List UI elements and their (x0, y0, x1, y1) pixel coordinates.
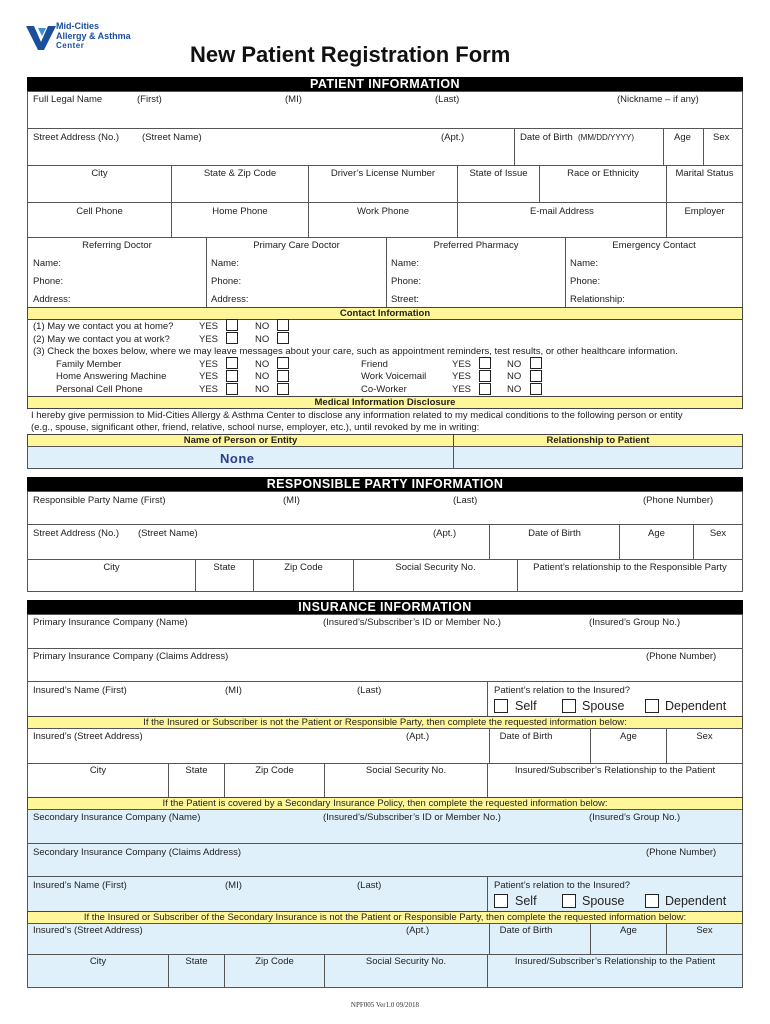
personal-cell-no: NO (255, 384, 270, 395)
label-resp-name: Responsible Party Name (First) (33, 495, 166, 506)
personal-cell-yes: YES (199, 384, 219, 395)
secondary-self-label: Self (515, 894, 537, 908)
label-apt: (Apt.) (441, 132, 465, 143)
logo-line-1: Mid-Cities (56, 21, 100, 31)
insurance-header: INSURANCE INFORMATION (27, 600, 743, 614)
label-primary-group: (Insured’s Group No.) (589, 617, 681, 628)
family-no: NO (255, 359, 270, 370)
label-primary-phone: (Phone Number) (646, 651, 717, 662)
label-secondary-id: (Insured’s/Subscriber’s ID or Member No.) (323, 812, 501, 823)
label-resp-city: City (103, 562, 120, 573)
work-no-label: NO (255, 334, 270, 345)
logo (24, 20, 144, 56)
q-home: (1) May we contact you at home? (33, 321, 174, 332)
label-mi: (MI) (285, 94, 302, 105)
label-primary-insured-dob: Date of Birth (499, 731, 553, 742)
disclosure-text-1: I hereby give permission to Mid-Cities Allergy & Asthma Center to disclose any information related to my medical conditions to the following person or entity (31, 410, 683, 421)
coworker-yes-checkbox[interactable] (479, 383, 491, 395)
label-secondary-claims: Secondary Insurance Company (Claims Address) (33, 847, 242, 858)
label-marital: Marital Status (675, 168, 734, 179)
label-home: Home Phone (212, 206, 268, 217)
logo-mark-icon (24, 20, 60, 52)
label-resp-relationship: Patient’s relationship to the Responsible Party (533, 562, 727, 573)
label-secondary-insured-street: Insured’s (Street Address) (33, 925, 143, 936)
label-primary-insured-sex: Sex (696, 731, 713, 742)
label-sex: Sex (713, 132, 730, 143)
label-family: Family Member (56, 359, 122, 370)
label-resp-age: Age (648, 528, 665, 539)
home-no-label: NO (255, 321, 270, 332)
pharm-name: Name: (391, 258, 419, 269)
answering-yes: YES (199, 371, 219, 382)
label-city: City (91, 168, 108, 179)
work-yes-checkbox[interactable] (226, 332, 238, 344)
label-secondary-insured-age: Age (620, 925, 637, 936)
label-friend: Friend (361, 359, 388, 370)
label-primary-insured-mi: (MI) (225, 685, 242, 696)
label-resp-dob: Date of Birth (528, 528, 581, 539)
label-secondary-insured-state: State (185, 956, 208, 967)
label-first: (First) (137, 94, 162, 105)
label-dob-format: (MM/DD/YYYY) (578, 133, 634, 142)
label-age: Age (674, 132, 691, 143)
emerg-name: Name: (570, 258, 598, 269)
label-cell: Cell Phone (76, 206, 123, 217)
label-employer: Employer (684, 206, 725, 217)
pcp-name: Name: (211, 258, 239, 269)
label-primary-insured-state: State (185, 765, 208, 776)
friend-no: NO (507, 359, 522, 370)
home-yes-label: YES (199, 321, 219, 332)
label-dob: Date of Birth (520, 132, 573, 143)
contact-info-header: Contact Information (27, 307, 743, 320)
secondary-spouse-checkbox[interactable] (562, 894, 576, 908)
label-secondary-insured-sex: Sex (696, 925, 713, 936)
friend-yes-checkbox[interactable] (479, 357, 491, 369)
disclosure-header: Medical Information Disclosure (27, 396, 743, 409)
label-primary-insured-last: (Last) (357, 685, 382, 696)
label-state-issue: State of Issue (469, 168, 528, 179)
label-primary-insured-city: City (89, 765, 107, 776)
label-secondary-insured-first: Insured’s Name (First) (33, 880, 127, 891)
emerg-phone: Phone: (570, 276, 601, 287)
secondary-insured-note: If the Insured or Subscriber of the Secondary Insurance is not the Patient or Responsible Party, then complete the requested information below: (27, 911, 743, 924)
disclosure-rel-col: Relationship to Patient (453, 434, 743, 447)
family-yes-checkbox[interactable] (226, 357, 238, 369)
label-primary-insured-street: Insured’s (Street Address) (33, 731, 143, 742)
label-pharmacy: Preferred Pharmacy (433, 240, 519, 251)
label-resp-street-name: (Street Name) (138, 528, 198, 539)
label-full-legal-name: Full Legal Name (33, 94, 103, 105)
voicemail-yes-checkbox[interactable] (479, 370, 491, 382)
label-secondary-insured-zip: Zip Code (255, 956, 294, 967)
label-resp-street-no: Street Address (No.) (33, 528, 120, 539)
label-primary-insured-rel: Insured/Subscriber’s Relationship to the Patient (514, 765, 716, 776)
home-yes-checkbox[interactable] (226, 319, 238, 331)
coworker-no-checkbox[interactable] (530, 383, 542, 395)
answering-no-checkbox[interactable] (277, 370, 289, 382)
label-primary-insured-apt: (Apt.) (406, 731, 430, 742)
q-messages: (3) Check the boxes below, where we may leave messages about your care, such as appointment reminders, test results, or other healthcare information. (33, 346, 678, 357)
ref-name: Name: (33, 258, 61, 269)
q-work: (2) May we contact you at work? (33, 334, 170, 345)
coworker-no: NO (507, 384, 522, 395)
label-secondary-insured-city: City (89, 956, 107, 967)
label-secondary-phone: (Phone Number) (646, 847, 717, 858)
label-secondary-relation: Patient’s relation to the Insured? (494, 880, 631, 891)
disclosure-text-2: (e.g., spouse, significant other, friend, relative, school nurse, employer, etc.), until revoked by me in writing: (31, 422, 480, 433)
label-secondary-insured-last: (Last) (357, 880, 382, 891)
friend-yes: YES (452, 359, 472, 370)
pcp-address: Address: (211, 294, 249, 305)
primary-spouse-checkbox[interactable] (562, 699, 576, 713)
work-yes-label: YES (199, 334, 219, 345)
label-work: Work Phone (356, 206, 410, 217)
label-work-voicemail: Work Voicemail (361, 371, 427, 382)
emerg-relationship: Relationship: (570, 294, 625, 305)
patient-info-header: PATIENT INFORMATION (27, 77, 743, 91)
label-email: E-mail Address (530, 206, 594, 217)
label-race: Race or Ethnicity (567, 168, 639, 179)
label-secondary-insured-ssn: Social Security No. (365, 956, 447, 967)
label-secondary-insured-rel: Insured/Subscriber’s Relationship to the Patient (514, 956, 716, 967)
label-secondary-ins-name: Secondary Insurance Company (Name) (33, 812, 201, 823)
label-personal-cell: Personal Cell Phone (56, 384, 143, 395)
ref-address: Address: (33, 294, 71, 305)
pharm-phone: Phone: (391, 276, 422, 287)
coworker-yes: YES (452, 384, 472, 395)
label-resp-sex: Sex (709, 528, 727, 539)
label-referring: Referring Doctor (82, 240, 152, 251)
primary-dependent-label: Dependent (665, 699, 727, 713)
label-street-name: (Street Name) (142, 132, 202, 143)
voicemail-no: NO (507, 371, 522, 382)
label-primary-doctor: Primary Care Doctor (253, 240, 340, 251)
label-secondary-insured-dob: Date of Birth (499, 925, 553, 936)
label-primary-relation: Patient’s relation to the Insured? (494, 685, 631, 696)
ref-phone: Phone: (33, 276, 64, 287)
label-resp-apt: (Apt.) (433, 528, 457, 539)
primary-dependent-checkbox[interactable] (645, 699, 659, 713)
label-primary-insured-zip: Zip Code (255, 765, 294, 776)
label-state-zip: State & Zip Code (203, 168, 277, 179)
logo-line-3: Center (56, 41, 85, 50)
secondary-spouse-label: Spouse (582, 894, 625, 908)
label-secondary-group: (Insured’s Group No.) (589, 812, 681, 823)
label-secondary-insured-mi: (MI) (225, 880, 242, 891)
label-answering: Home Answering Machine (56, 371, 167, 382)
footer-version: NPF005 Ver1.0 09/2018 (350, 1001, 420, 1009)
work-no-checkbox[interactable] (277, 332, 289, 344)
voicemail-no-checkbox[interactable] (530, 370, 542, 382)
personal-cell-yes-checkbox[interactable] (226, 383, 238, 395)
personal-cell-no-checkbox[interactable] (277, 383, 289, 395)
secondary-self-checkbox[interactable] (494, 894, 508, 908)
label-nickname: (Nickname – if any) (617, 94, 699, 105)
label-primary-insured-first: Insured’s Name (First) (33, 685, 127, 696)
primary-note: If the Insured or Subscriber is not the Patient or Responsible Party, then complete the requested information below: (27, 716, 743, 729)
label-resp-last: (Last) (453, 495, 478, 506)
answering-yes-checkbox[interactable] (226, 370, 238, 382)
label-resp-zip: Zip Code (284, 562, 323, 573)
primary-self-label: Self (515, 699, 537, 713)
family-yes: YES (199, 359, 219, 370)
label-primary-ins-name: Primary Insurance Company (Name) (33, 617, 188, 628)
secondary-note: If the Patient is covered by a Secondary Insurance Policy, then complete the requested information below: (27, 797, 743, 810)
label-emergency: Emergency Contact (612, 240, 696, 251)
secondary-dependent-checkbox[interactable] (645, 894, 659, 908)
label-resp-ssn: Social Security No. (395, 562, 476, 573)
label-resp-phone: (Phone Number) (643, 495, 714, 506)
responsible-header: RESPONSIBLE PARTY INFORMATION (27, 477, 743, 491)
friend-no-checkbox[interactable] (530, 357, 542, 369)
pcp-phone: Phone: (211, 276, 242, 287)
label-last: (Last) (435, 94, 460, 105)
primary-spouse-label: Spouse (582, 699, 625, 713)
voicemail-yes: YES (452, 371, 472, 382)
disclosure-name-col: Name of Person or Entity (27, 434, 454, 447)
label-drivers-license: Driver’s License Number (330, 168, 436, 179)
label-coworker: Co-Worker (361, 384, 407, 395)
primary-self-checkbox[interactable] (494, 699, 508, 713)
page-title: New Patient Registration Form (190, 42, 511, 67)
label-street-no: Street Address (No.) (33, 132, 120, 143)
label-secondary-insured-apt: (Apt.) (406, 925, 430, 936)
family-no-checkbox[interactable] (277, 357, 289, 369)
home-no-checkbox[interactable] (277, 319, 289, 331)
label-resp-mi: (MI) (283, 495, 300, 506)
logo-line-2: Allergy & Asthma (56, 31, 131, 41)
answering-no: NO (255, 371, 270, 382)
label-primary-insured-age: Age (620, 731, 637, 742)
disclosure-value: None (220, 451, 255, 466)
label-resp-state: State (213, 562, 236, 573)
disclosure-rel-field[interactable] (453, 446, 743, 469)
pharm-street: Street: (391, 294, 419, 305)
label-primary-claims: Primary Insurance Company (Claims Address) (33, 651, 229, 662)
secondary-dependent-label: Dependent (665, 894, 727, 908)
label-primary-insured-ssn: Social Security No. (365, 765, 447, 776)
label-primary-id: (Insured’s/Subscriber’s ID or Member No.) (323, 617, 501, 628)
